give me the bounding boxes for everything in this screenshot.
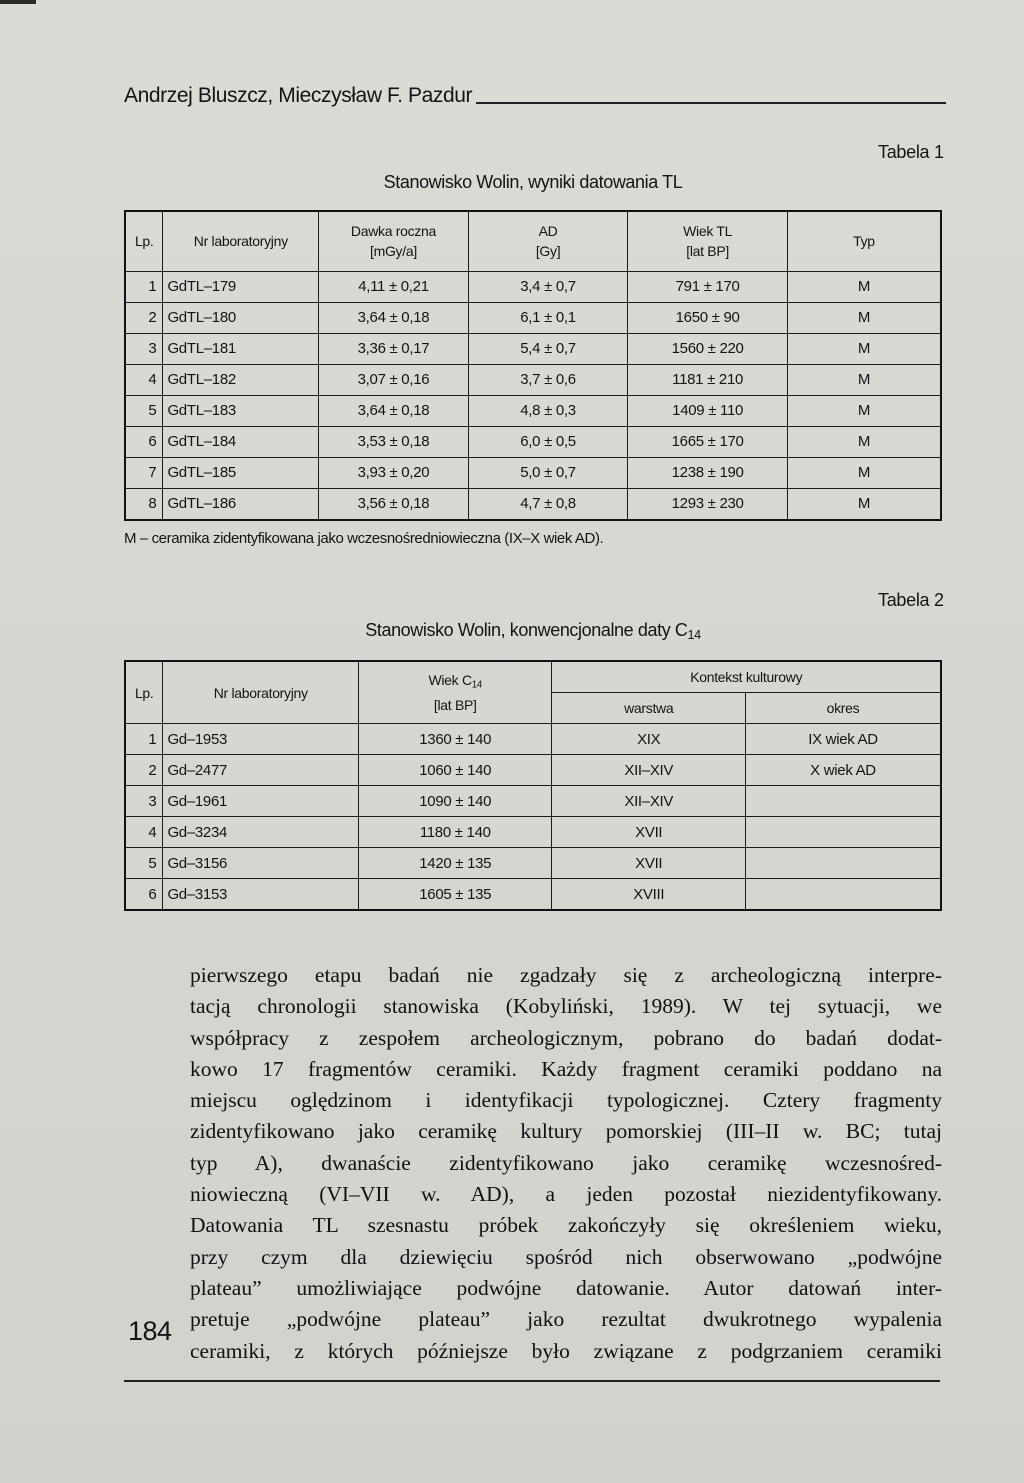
table1-header-dose xyxy=(319,211,469,271)
cell-layer: XVIII xyxy=(552,879,746,911)
cell-period: IX wiek AD xyxy=(746,724,942,755)
cell-dose: 3,64 ± 0,18 xyxy=(319,395,469,426)
table1-header-type: Typ xyxy=(787,211,941,271)
body-line: plateau” umożliwiające podwójne datowanie. Autor datowań inter- xyxy=(190,1275,942,1300)
cell-type: M xyxy=(787,426,941,457)
table2-header-context: Kontekst kulturowy xyxy=(552,661,941,693)
body-paragraph xyxy=(190,960,942,1367)
cell-lab: Gd–3153 xyxy=(163,879,359,911)
table2 xyxy=(124,660,942,911)
cell-ad: 5,0 ± 0,7 xyxy=(468,457,628,488)
cell-ad: 4,8 ± 0,3 xyxy=(468,395,628,426)
body-line: ceramiki, z których późniejsze było związane z podgrzaniem ceramiki xyxy=(190,1338,942,1363)
cell-age: 1293 ± 230 xyxy=(628,488,788,520)
cell-age: 1420 ± 135 xyxy=(359,848,552,879)
cell-lab: GdTL–179 xyxy=(163,271,319,302)
cell-layer: XII–XIV xyxy=(552,755,746,786)
cell-lab: GdTL–185 xyxy=(163,457,319,488)
cell-lab: GdTL–186 xyxy=(163,488,319,520)
table-row xyxy=(125,488,941,520)
table1-title: Stanowisko Wolin, wyniki datowania TL xyxy=(383,172,683,192)
header-authors: Andrzej Bluszcz, Mieczysław F. Pazdur xyxy=(124,84,473,107)
cell-dose: 3,56 ± 0,18 xyxy=(319,488,469,520)
cell-age: 1090 ± 140 xyxy=(359,786,552,817)
table-row xyxy=(125,364,941,395)
cell-lab: Gd–3234 xyxy=(163,817,359,848)
cell-lp: 2 xyxy=(125,302,163,333)
table2-title-text: Stanowisko Wolin, konwencjonalne daty C xyxy=(365,620,688,640)
table1-caption: Tabela 1 xyxy=(878,142,944,162)
table1 xyxy=(124,210,942,521)
table2-header-age-sub: 14 xyxy=(471,679,483,691)
table-row xyxy=(125,426,941,457)
cell-ad: 3,7 ± 0,6 xyxy=(468,364,628,395)
cell-dose: 4,11 ± 0,21 xyxy=(319,271,469,302)
table1-header-age-line1: Wiek TL xyxy=(683,223,733,240)
table2-title-sub: 14 xyxy=(687,628,701,643)
running-header xyxy=(124,84,946,112)
table-row xyxy=(125,333,941,364)
table1-header-lab: Nr laboratoryjny xyxy=(163,211,319,271)
cell-age: 1560 ± 220 xyxy=(628,333,788,364)
cell-lp: 1 xyxy=(125,271,163,302)
table-row xyxy=(125,302,941,333)
cell-lp: 3 xyxy=(125,333,163,364)
body-line: pierwszego etapu badań nie zgadzały się z archeologiczną interpre- xyxy=(190,963,942,987)
body-line: zidentyfikowano jako ceramikę kultury pomorskiej (III–II w. BC; tutaj xyxy=(190,1119,942,1144)
cell-lab: GdTL–181 xyxy=(163,333,319,364)
cell-period xyxy=(746,817,942,848)
cell-lab: Gd–1953 xyxy=(163,724,359,755)
cell-type: M xyxy=(787,302,941,333)
cell-lp: 4 xyxy=(125,817,163,848)
cell-lp: 6 xyxy=(125,426,163,457)
cell-lab: GdTL–184 xyxy=(163,426,319,457)
page-number: 184 xyxy=(128,1316,172,1346)
cell-age: 1238 ± 190 xyxy=(628,457,788,488)
cell-period: X wiek AD xyxy=(746,755,942,786)
table1-footnote: M – ceramika zidentyfikowana jako wczesnośredniowieczna (IX–X wiek AD). xyxy=(124,530,604,547)
table1-header-dose-line2: [mGy/a] xyxy=(370,243,417,260)
cell-lab: Gd–1961 xyxy=(163,786,359,817)
table1-header-lp: Lp. xyxy=(125,211,163,271)
cell-lab: GdTL–182 xyxy=(163,364,319,395)
cell-ad: 6,0 ± 0,5 xyxy=(468,426,628,457)
cell-lp: 8 xyxy=(125,488,163,520)
cell-dose: 3,93 ± 0,20 xyxy=(319,457,469,488)
cell-type: M xyxy=(787,488,941,520)
table-row xyxy=(125,817,941,848)
cell-type: M xyxy=(787,395,941,426)
cell-age: 1650 ± 90 xyxy=(628,302,788,333)
table-row xyxy=(125,271,941,302)
table2-header-row xyxy=(125,661,941,693)
table2-header-period: okres xyxy=(746,693,942,724)
table1-header-ad xyxy=(468,211,628,271)
cell-lp: 2 xyxy=(125,755,163,786)
cell-lab: GdTL–180 xyxy=(163,302,319,333)
bottom-rule xyxy=(124,1380,940,1382)
cell-lp: 5 xyxy=(125,848,163,879)
table2-header-lab: Nr laboratoryjny xyxy=(163,661,359,724)
cell-lab: GdTL–183 xyxy=(163,395,319,426)
cell-ad: 3,4 ± 0,7 xyxy=(468,271,628,302)
table-row xyxy=(125,848,941,879)
body-line: typ A), dwanaście zidentyfikowano jako ceramikę wczesnośred- xyxy=(190,1150,942,1175)
table-row xyxy=(125,724,941,755)
cell-dose: 3,53 ± 0,18 xyxy=(319,426,469,457)
cell-lab: Gd–3156 xyxy=(163,848,359,879)
cell-age: 1665 ± 170 xyxy=(628,426,788,457)
table1-header-ad-line1: AD xyxy=(538,223,558,240)
table1-header-dose-line1: Dawka roczna xyxy=(350,223,437,240)
body-line: niowieczną (VI–VII w. AD), a jeden pozostał niezidentyfikowany. xyxy=(190,1182,942,1207)
cell-ad: 5,4 ± 0,7 xyxy=(468,333,628,364)
cell-dose: 3,64 ± 0,18 xyxy=(319,302,469,333)
cell-lp: 6 xyxy=(125,879,163,911)
cell-layer: XIX xyxy=(552,724,746,755)
cell-age: 1409 ± 110 xyxy=(628,395,788,426)
cell-layer: XVII xyxy=(552,848,746,879)
cell-type: M xyxy=(787,457,941,488)
cell-lp: 1 xyxy=(125,724,163,755)
cell-age: 1180 ± 140 xyxy=(359,817,552,848)
table2-title xyxy=(124,620,942,642)
table2-header-age-line1 xyxy=(359,670,551,695)
table-row xyxy=(125,755,941,786)
table2-header-layer: warstwa xyxy=(552,693,746,724)
table1-header-age-line2: [lat BP] xyxy=(686,243,729,260)
header-rule xyxy=(476,102,946,104)
body-line: kowo 17 fragmentów ceramiki. Każdy fragment ceramiki poddano na xyxy=(190,1056,942,1081)
table2-caption: Tabela 2 xyxy=(878,590,944,610)
cell-period xyxy=(746,879,942,911)
table1-header-ad-line2: [Gy] xyxy=(535,243,561,260)
cell-layer: XII–XIV xyxy=(552,786,746,817)
table-row xyxy=(125,395,941,426)
body-line: tacją chronologii stanowiska (Kobyliński, 1989). W tej sytuacji, we xyxy=(190,994,942,1019)
table2-header-age-line2: [lat BP] xyxy=(433,697,477,714)
cell-lp: 3 xyxy=(125,786,163,817)
cell-age: 1605 ± 135 xyxy=(359,879,552,911)
table-row xyxy=(125,457,941,488)
table2-header-age-text: Wiek C xyxy=(428,671,472,688)
table1-header-row xyxy=(125,211,941,271)
cell-lp: 7 xyxy=(125,457,163,488)
body-line: Datowania TL szesnastu próbek zakończyły się określeniem wieku, xyxy=(190,1213,942,1238)
table1-header-age xyxy=(628,211,788,271)
cell-layer: XVII xyxy=(552,817,746,848)
cell-age: 1181 ± 210 xyxy=(628,364,788,395)
body-line: współpracy z zespołem archeologicznym, pobrano do badań dodat- xyxy=(190,1025,942,1050)
table-row xyxy=(125,786,941,817)
cell-age: 1360 ± 140 xyxy=(359,724,552,755)
cell-type: M xyxy=(787,271,941,302)
cell-lp: 5 xyxy=(125,395,163,426)
scan-edge xyxy=(0,0,36,4)
cell-dose: 3,36 ± 0,17 xyxy=(319,333,469,364)
body-line: przy czym dla dziewięciu spośród nich obserwowano „podwójne xyxy=(190,1244,942,1269)
cell-age: 791 ± 170 xyxy=(628,271,788,302)
cell-age: 1060 ± 140 xyxy=(359,755,552,786)
cell-ad: 4,7 ± 0,8 xyxy=(468,488,628,520)
cell-lab: Gd–2477 xyxy=(163,755,359,786)
body-line: pretuje „podwójne plateau” jako rezultat dwukrotnego wypalenia xyxy=(190,1307,942,1332)
cell-ad: 6,1 ± 0,1 xyxy=(468,302,628,333)
body-line: miejscu oględzinom i identyfikacji typologicznej. Cztery fragmenty xyxy=(190,1088,942,1113)
cell-dose: 3,07 ± 0,16 xyxy=(319,364,469,395)
table2-header-age xyxy=(359,661,552,724)
cell-period xyxy=(746,848,942,879)
table-row xyxy=(125,879,941,911)
cell-period xyxy=(746,786,942,817)
table2-header-lp: Lp. xyxy=(125,661,163,724)
cell-lp: 4 xyxy=(125,364,163,395)
cell-type: M xyxy=(787,364,941,395)
cell-type: M xyxy=(787,333,941,364)
